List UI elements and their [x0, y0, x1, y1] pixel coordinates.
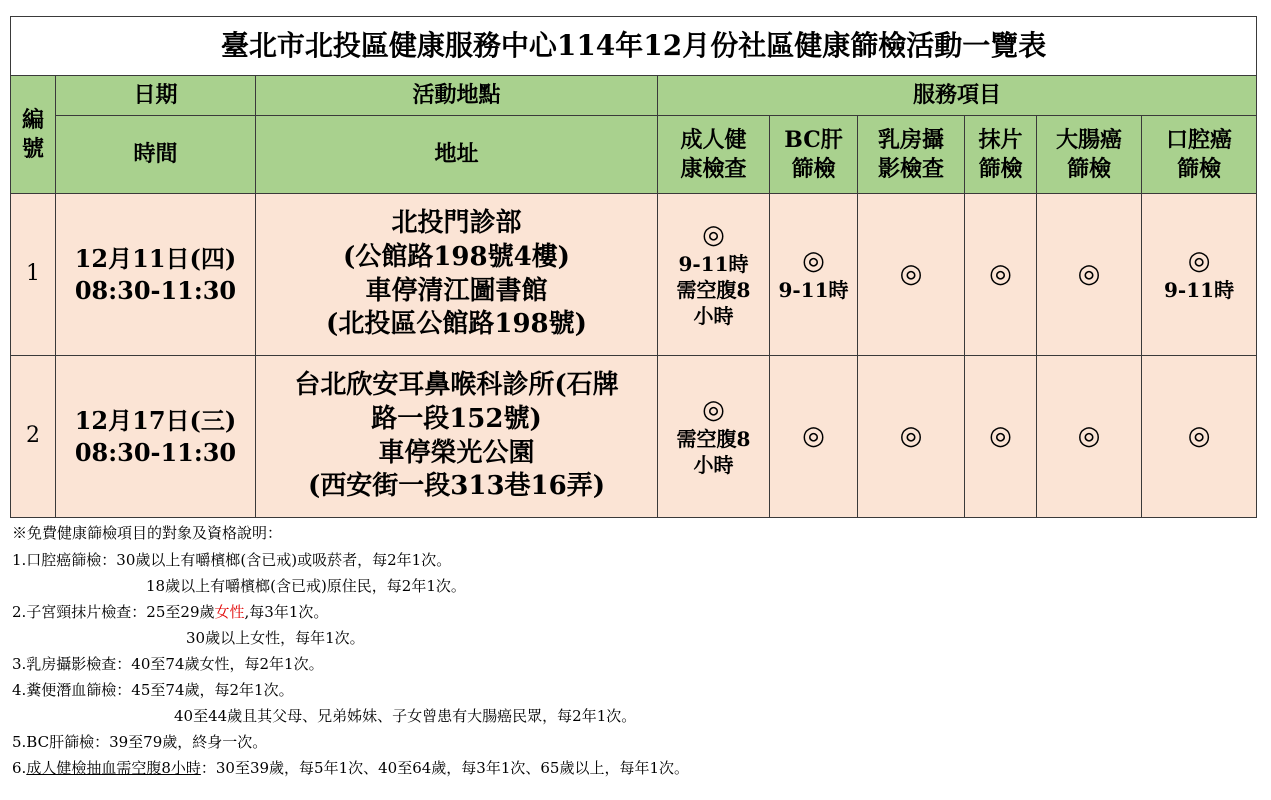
service-mammography: ◎: [858, 194, 965, 356]
service-bc-liver: ◎: [770, 356, 858, 518]
note-bc-liver: 5.BC肝篩檢：39至79歲，終身一次。: [12, 733, 268, 751]
service-pap-smear: ◎: [965, 194, 1037, 356]
service-colorectal: ◎: [1037, 356, 1142, 518]
row-date: 12月11日(四) 08:30-11:30: [56, 194, 256, 356]
note-fecal-occult-family: 40至44歲且其父母、兄弟姊妹、子女曾患有大腸癌民眾，每2年1次。: [174, 707, 637, 725]
table-title: 臺北市北投區健康服務中心114年12月份社區健康篩檢活動一覽表: [11, 17, 1257, 76]
service-adult: ◎ 9-11時 需空腹8 小時: [658, 194, 770, 356]
header-number: 編 號: [11, 76, 56, 194]
service-pap-smear: ◎: [965, 356, 1037, 518]
note-mammography: 3.乳房攝影檢查：40至74歲女性，每2年1次。: [12, 655, 324, 673]
header-service-mammography: 乳房攝 影檢查: [858, 116, 965, 194]
note-oral-cancer: 1.口腔癌篩檢：30歲以上有嚼檳榔(含已戒)或吸菸者，每2年1次。: [12, 551, 452, 569]
notes-heading: ※免費健康篩檢項目的對象及資格說明：: [12, 524, 283, 542]
header-services: 服務項目: [658, 76, 1257, 116]
service-adult: ◎ 需空腹8 小時: [658, 356, 770, 518]
service-oral: ◎ 9-11時: [1142, 194, 1257, 356]
header-service-bc-liver: BC肝 篩檢: [770, 116, 858, 194]
table-row: [11, 194, 1257, 356]
row-number: 1: [11, 194, 56, 356]
header-date: 日期: [56, 76, 256, 116]
table-row: [11, 356, 1257, 518]
service-mammography: ◎: [858, 356, 965, 518]
header-service-colorectal: 大腸癌 篩檢: [1037, 116, 1142, 194]
header-service-pap-smear: 抹片 篩檢: [965, 116, 1037, 194]
row-date: 12月17日(三) 08:30-11:30: [56, 356, 256, 518]
row-number: 2: [11, 356, 56, 518]
service-colorectal: ◎: [1037, 194, 1142, 356]
note-adult-checkup: 6.成人健檢抽血需空腹8小時：30至39歲，每5年1次、40至64歲，每3年1次、65歲以上，每年1次。: [12, 759, 690, 777]
note-oral-cancer-indigenous: 18歲以上有嚼檳榔(含已戒)原住民，每2年1次。: [146, 577, 466, 595]
note-pap-smear: 2.子宮頸抹片檢查：25至29歲女性,每3年1次。: [12, 603, 329, 621]
note-pap-smear-30: 30歲以上女性，每年1次。: [186, 629, 365, 647]
screening-table: [10, 16, 1257, 518]
note-fecal-occult: 4.糞便潛血篩檢：45至74歲，每2年1次。: [12, 681, 294, 699]
row-place: 北投門診部 (公館路198號4樓) 車停清江圖書館 (北投區公館路198號): [256, 194, 658, 356]
service-oral: ◎: [1142, 356, 1257, 518]
header-place: 活動地點: [256, 76, 658, 116]
header-service-adult: 成人健 康檢查: [658, 116, 770, 194]
header-time: 時間: [56, 116, 256, 194]
header-address: 地址: [256, 116, 658, 194]
service-bc-liver: ◎ 9-11時: [770, 194, 858, 356]
header-service-oral: 口腔癌 篩檢: [1142, 116, 1257, 194]
row-place: 台北欣安耳鼻喉科診所(石牌 路一段152號) 車停榮光公園 (西安街一段313巷16弄): [256, 356, 658, 518]
